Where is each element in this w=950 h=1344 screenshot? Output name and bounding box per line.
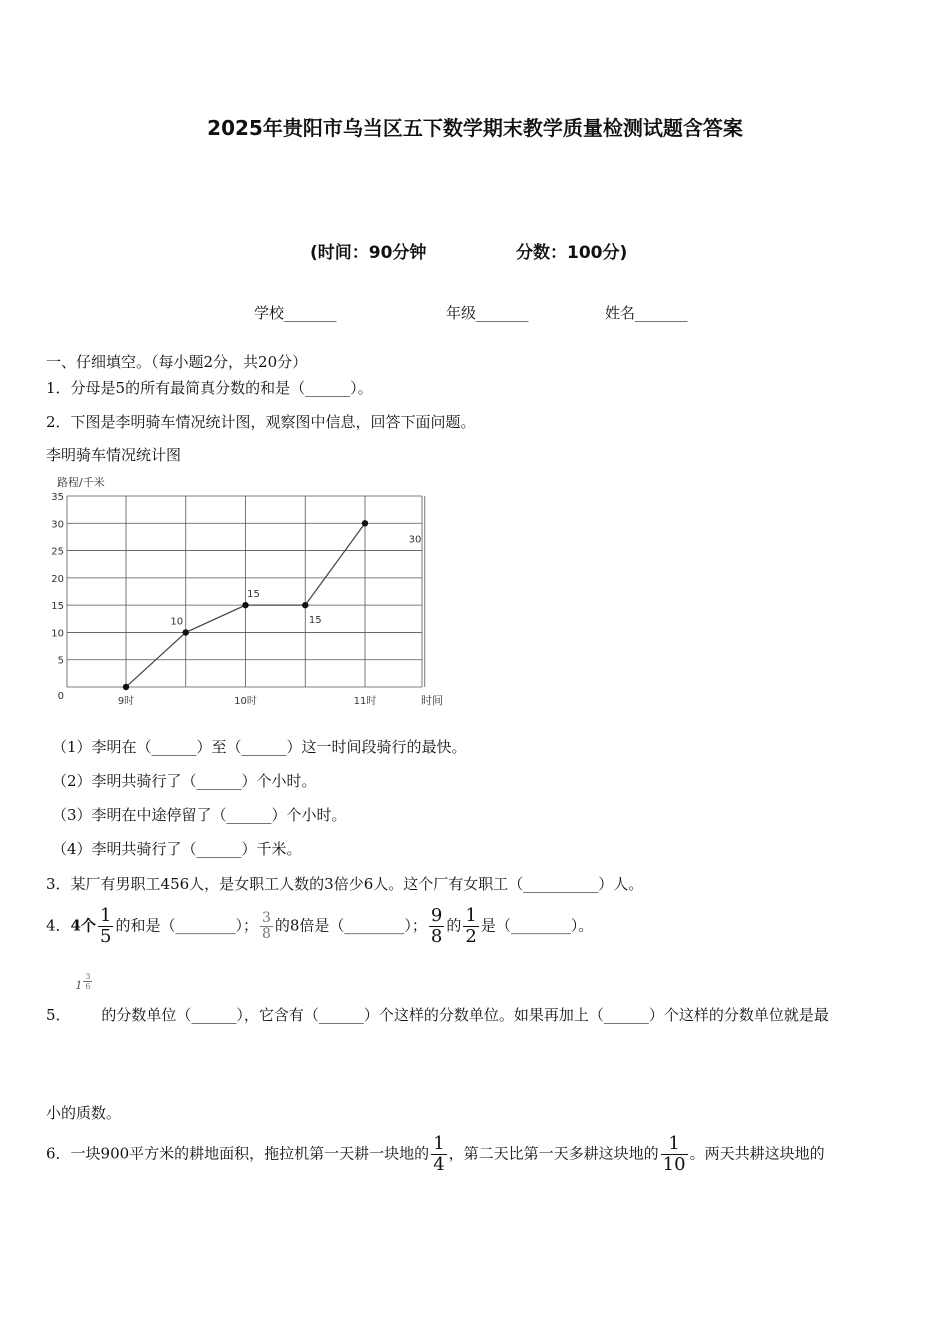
q4-part-1: 的和是（________）； xyxy=(115,916,258,935)
q4-number: 4． xyxy=(46,916,71,935)
q6-text-3: 。两天共耕这块地的 xyxy=(689,1144,825,1163)
fraction-1-4: $\frac{1}{4}$ xyxy=(433,1133,445,1175)
exam-score: 分数：100分) xyxy=(516,243,628,263)
q6-text-1: 一块900平方米的耕地面积，拖拉机第一天耕一块地的 xyxy=(70,1144,430,1163)
grade-field: 年级_______ xyxy=(446,304,529,322)
question-6 xyxy=(46,1134,825,1175)
y-tick-label: 10 xyxy=(51,628,64,640)
fraction-1-10: $\frac{1}{10}$ xyxy=(662,1133,686,1175)
q4-count: 4个 xyxy=(70,916,96,935)
mixed-number: 1 $\frac{3}{6}$ xyxy=(75,972,91,992)
y-tick-label: 0 xyxy=(57,691,64,702)
x-tick-label: 10时 xyxy=(234,696,257,707)
q4-part-2: 的8倍是（________）； xyxy=(274,916,427,935)
sub-question-4: （4）李明共骑行了（______）千米。 xyxy=(52,840,302,858)
q6-text-2: ，第二天比第一天多耕这块地的 xyxy=(448,1144,659,1163)
question-5 xyxy=(46,972,829,1025)
data-point xyxy=(123,684,129,690)
sub-question-1: （1）李明在（______）至（______）这一时间段骑行的最快。 xyxy=(52,738,467,756)
y-tick-label: 15 xyxy=(51,601,64,613)
q4-part-4: 是（________）。 xyxy=(480,916,594,935)
section-heading: 一、仔细填空。（每小题2分，共20分） xyxy=(46,353,308,371)
q6-number: 6． xyxy=(46,1144,71,1163)
fraction-1-5: $\frac{1}{5}$ xyxy=(99,905,112,947)
name-field: 姓名_______ xyxy=(605,304,688,322)
data-label: 10 xyxy=(170,616,184,628)
q5-number: 5． xyxy=(46,1006,71,1024)
x-tick-label: 9时 xyxy=(117,696,135,707)
exam-time: (时间：90分钟 xyxy=(310,243,427,263)
data-label: 15 xyxy=(308,615,322,627)
y-tick-label: 35 xyxy=(51,492,64,503)
fraction-3-8: $\frac{3}{8}$ xyxy=(261,910,271,942)
data-point xyxy=(242,602,248,608)
data-label: 15 xyxy=(247,589,260,601)
question-5-continued: 小的质数。 xyxy=(46,1104,122,1122)
question-4 xyxy=(46,906,593,947)
sub-question-3: （3）李明在中途停留了（______）个小时。 xyxy=(52,806,347,824)
y-tick-label: 20 xyxy=(51,573,64,585)
chart-grid xyxy=(67,496,425,687)
data-point xyxy=(362,520,368,526)
q4-part-3: 的 xyxy=(446,916,462,935)
q5-text: 的分数单位（______），它含有（______）个这样的分数单位。如果再加上（______）个这样的分数单位就是最 xyxy=(101,1006,829,1024)
data-label: 30 xyxy=(408,534,422,546)
y-tick-label: 5 xyxy=(57,655,64,667)
question-1: 1．分母是5的所有最简真分数的和是（______）。 xyxy=(46,379,373,397)
sub-question-2: （2）李明共骑行了（______）个小时。 xyxy=(52,772,317,790)
question-3: 3．某厂有男职工456人，是女职工人数的3倍少6人。这个厂有女职工（__________）人。 xyxy=(46,875,644,893)
data-point xyxy=(302,602,308,608)
fraction-9-8: $\frac{9}{8}$ xyxy=(430,905,443,947)
school-field: 学校_______ xyxy=(254,304,337,322)
y-tick-label: 30 xyxy=(51,519,64,531)
question-2: 2．下图是李明骑车情况统计图，观察图中信息，回答下面问题。 xyxy=(46,413,476,431)
y-tick-label: 25 xyxy=(51,546,64,558)
chart-caption: 李明骑车情况统计图 xyxy=(46,446,182,464)
chart-x-axis-label: 时间 xyxy=(421,694,443,707)
fraction-1-2: $\frac{1}{2}$ xyxy=(465,905,477,947)
chart-y-axis-label: 路程/千米 xyxy=(57,476,105,489)
data-point xyxy=(183,629,189,635)
x-tick-label: 11时 xyxy=(353,696,377,707)
page-title: 2025年贵阳市乌当区五下数学期末教学质量检测试题含答案 xyxy=(207,116,743,140)
line-chart xyxy=(0,468,470,716)
